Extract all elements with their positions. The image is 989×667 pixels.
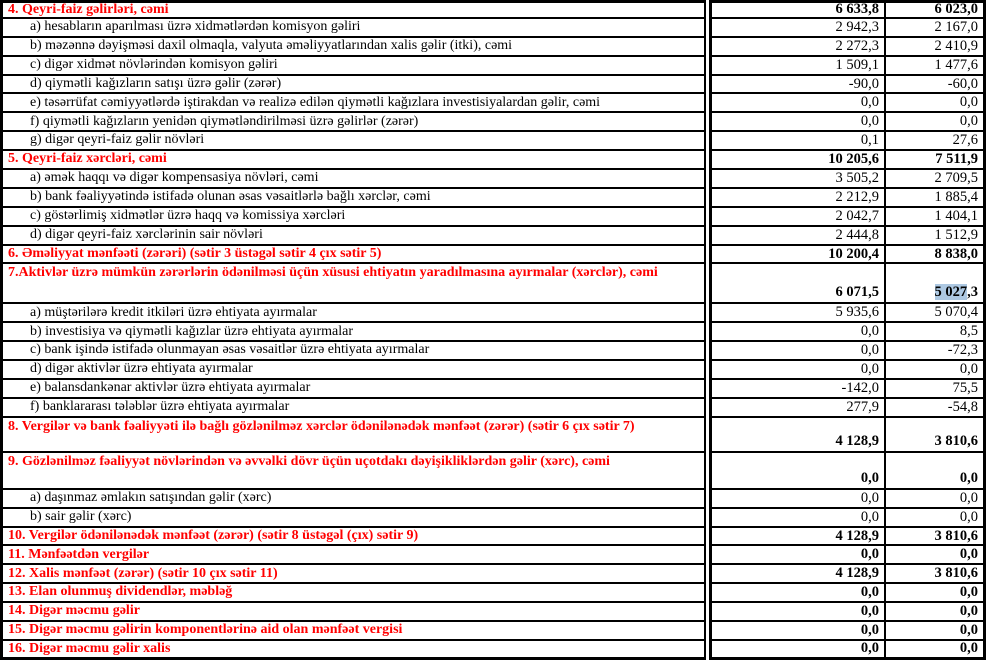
value-current-period[interactable]: 0,0 xyxy=(709,342,884,361)
row-label: 6. Əməliyyat mənfəəti (zərəri) (sətir 3 üstəgəl sətir 4 çıx sətir 5) xyxy=(0,246,706,265)
value-current-period[interactable]: -90,0 xyxy=(709,76,884,95)
row-label: 4. Qeyri-faiz gəlirləri, cəmi xyxy=(0,0,706,19)
value-previous-period[interactable]: 0,0 xyxy=(884,622,986,641)
table-row xyxy=(0,264,986,304)
value-previous-period[interactable]: 1 477,6 xyxy=(884,57,986,76)
table-row xyxy=(0,113,986,132)
value-previous-period[interactable]: 2 709,5 xyxy=(884,170,986,189)
table-row xyxy=(0,227,986,246)
table-row xyxy=(0,546,986,565)
value-current-period[interactable]: 3 505,2 xyxy=(709,170,884,189)
value-current-period[interactable]: 2 212,9 xyxy=(709,189,884,208)
table-row xyxy=(0,528,986,547)
row-label: a) daşınmaz əmlakın satışından gəlir (xərc) xyxy=(0,490,706,509)
value-current-period[interactable]: 0,0 xyxy=(709,94,884,113)
value-previous-period[interactable]: 75,5 xyxy=(884,380,986,399)
value-current-period[interactable]: 0,0 xyxy=(709,509,884,528)
value-current-period[interactable]: 0,0 xyxy=(709,603,884,622)
value-current-period[interactable]: 0,0 xyxy=(709,453,884,490)
value-previous-period[interactable]: 3 810,6 xyxy=(884,565,986,584)
row-label: a) müştərilərə kredit itkiləri üzrə ehtiyata ayırmalar xyxy=(0,304,706,323)
row-label: b) sair gəlir (xərc) xyxy=(0,509,706,528)
table-row xyxy=(0,584,986,603)
row-label: 9. Gözlənilməz fəaliyyət növlərindən və əvvəlki dövr üçün uçotdakı dəyişikliklərdən gəlir (xərc), cəmi xyxy=(0,453,706,490)
row-label: e) balansdankənar aktivlər üzrə ehtiyata ayırmalar xyxy=(0,380,706,399)
value-current-period[interactable]: 0,0 xyxy=(709,113,884,132)
value-current-period[interactable]: 2 042,7 xyxy=(709,208,884,227)
value-current-period[interactable]: 1 509,1 xyxy=(709,57,884,76)
value-previous-period[interactable]: 0,0 xyxy=(884,490,986,509)
table-row xyxy=(0,151,986,170)
value-previous-period[interactable]: -72,3 xyxy=(884,342,986,361)
table-row xyxy=(0,418,986,453)
row-label: e) təsərrüfat cəmiyyətlərdə iştirakdan və realizə edilən qiymətli kağızlara investisiyalardan gəlir, cəmi xyxy=(0,94,706,113)
row-label: c) digər xidmət növlərindən komisyon gəliri xyxy=(0,57,706,76)
table-row xyxy=(0,132,986,151)
table-row xyxy=(0,380,986,399)
table-row xyxy=(0,453,986,490)
row-label: 12. Xalis mənfəət (zərər) (sətir 10 çıx sətir 11) xyxy=(0,565,706,584)
value-current-period[interactable]: 0,0 xyxy=(709,546,884,565)
table-row xyxy=(0,603,986,622)
value-previous-period[interactable]: 8 838,0 xyxy=(884,246,986,265)
value-current-period[interactable]: 0,0 xyxy=(709,584,884,603)
value-previous-period[interactable]: 2 167,0 xyxy=(884,19,986,38)
table-row xyxy=(0,94,986,113)
value-previous-period[interactable]: 0,0 xyxy=(884,641,986,660)
table-row xyxy=(0,490,986,509)
row-label: d) digər aktivlər üzrə ehtiyata ayırmalar xyxy=(0,361,706,380)
table-row xyxy=(0,170,986,189)
table-row xyxy=(0,57,986,76)
value-previous-period[interactable]: 0,0 xyxy=(884,509,986,528)
value-current-period[interactable]: 0,0 xyxy=(709,490,884,509)
row-label: a) əmək haqqı və digər kompensasiya növləri, cəmi xyxy=(0,170,706,189)
value-current-period[interactable]: 2 942,3 xyxy=(709,19,884,38)
value-current-period[interactable]: 0,1 xyxy=(709,132,884,151)
value-previous-period[interactable]: -54,8 xyxy=(884,399,986,418)
row-label: g) digər qeyri-faiz gəlir növləri xyxy=(0,132,706,151)
value-previous-period[interactable]: -60,0 xyxy=(884,76,986,95)
value-previous-period[interactable]: 5 070,4 xyxy=(884,304,986,323)
value-previous-period[interactable]: 3 810,6 xyxy=(884,418,986,453)
value-previous-period[interactable]: 1 404,1 xyxy=(884,208,986,227)
value-previous-period[interactable]: 2 410,9 xyxy=(884,38,986,57)
value-current-period[interactable]: 0,0 xyxy=(709,361,884,380)
selected-text: 5 027 xyxy=(934,284,968,301)
value-current-period[interactable]: 5 935,6 xyxy=(709,304,884,323)
value-previous-period[interactable]: 0,0 xyxy=(884,453,986,490)
table-row xyxy=(0,342,986,361)
value-current-period[interactable]: 10 200,4 xyxy=(709,246,884,265)
value-current-period[interactable]: -142,0 xyxy=(709,380,884,399)
table-row xyxy=(0,189,986,208)
value-current-period[interactable]: 0,0 xyxy=(709,323,884,342)
value-current-period[interactable]: 4 128,9 xyxy=(709,528,884,547)
row-label: b) bank fəaliyyətində istifadə olunan əsas vəsaitlərlə bağlı xərclər, cəmi xyxy=(0,189,706,208)
value-current-period[interactable]: 4 128,9 xyxy=(709,565,884,584)
row-label: d) digər qeyri-faiz xərclərinin sair növləri xyxy=(0,227,706,246)
value-previous-period[interactable]: 27,6 xyxy=(884,132,986,151)
table-row xyxy=(0,304,986,323)
row-label: 5. Qeyri-faiz xərcləri, cəmi xyxy=(0,151,706,170)
value-previous-period[interactable]: 0,0 xyxy=(884,113,986,132)
table-row xyxy=(0,622,986,641)
value-current-period[interactable]: 4 128,9 xyxy=(709,418,884,453)
table-row xyxy=(0,208,986,227)
value-previous-period[interactable]: 0,0 xyxy=(884,546,986,565)
table-row xyxy=(0,19,986,38)
table-row xyxy=(0,509,986,528)
table-row xyxy=(0,399,986,418)
row-label: 11. Mənfəətdən vergilər xyxy=(0,546,706,565)
row-label: 8. Vergilər və bank fəaliyyəti ilə bağlı gözlənilməz xərclər ödənilənədək mənfəət (zərər) (sətir 6 çıx sətir 7) xyxy=(0,418,706,453)
row-label: 7.Aktivlər üzrə mümkün zərərlərin ödənilməsi üçün xüsusi ehtiyatın yaradılmasına ayırmalar (xərclər), cəmi xyxy=(0,264,706,304)
table-row xyxy=(0,38,986,57)
value-previous-period[interactable]: 7 511,9 xyxy=(884,151,986,170)
row-label: b) investisiya və qiymətli kağızlar üzrə ehtiyata ayırmalar xyxy=(0,323,706,342)
value-previous-period[interactable]: 0,0 xyxy=(884,361,986,380)
value-previous-period[interactable]: 1 512,9 xyxy=(884,227,986,246)
value-previous-period[interactable]: 1 885,4 xyxy=(884,189,986,208)
value-previous-period[interactable]: 0,0 xyxy=(884,584,986,603)
table-row xyxy=(0,76,986,95)
value-current-period[interactable]: 0,0 xyxy=(709,641,884,660)
row-label: a) hesabların aparılması üzrə xidmətlərdən komisyon gəliri xyxy=(0,19,706,38)
value-current-period[interactable]: 2 444,8 xyxy=(709,227,884,246)
row-label: 13. Elan olunmuş dividendlər, məbləğ xyxy=(0,584,706,603)
row-label: 15. Digər məcmu gəlirin komponentlərinə aid olan mənfəət vergisi xyxy=(0,622,706,641)
value-previous-period[interactable]: 3 810,6 xyxy=(884,528,986,547)
value-previous-period[interactable]: 8,5 xyxy=(884,323,986,342)
row-label: 16. Digər məcmu gəlir xalis xyxy=(0,641,706,660)
value-current-period[interactable]: 6 071,5 xyxy=(709,264,884,304)
table-row xyxy=(0,246,986,265)
row-label: 10. Vergilər ödənilənədək mənfəət (zərər) (sətir 8 üstəgəl (çıx) sətir 9) xyxy=(0,528,706,547)
value-previous-period[interactable]: 6 023,0 xyxy=(884,0,986,19)
value-current-period[interactable]: 277,9 xyxy=(709,399,884,418)
value-current-period[interactable]: 2 272,3 xyxy=(709,38,884,57)
row-label: d) qiymətli kağızların satışı üzrə gəlir (zərər) xyxy=(0,76,706,95)
value-previous-period[interactable]: 5 027 ,3 xyxy=(884,264,986,304)
row-label: 14. Digər məcmu gəlir xyxy=(0,603,706,622)
value-previous-period[interactable]: 0,0 xyxy=(884,603,986,622)
row-label: b) məzənnə dəyişməsi daxil olmaqla, valyuta əməliyyatlarından xalis gəlir (itki), cəmi xyxy=(0,38,706,57)
row-label: c) göstərlimiş xidmətlər üzrə haqq və komissiya xərcləri xyxy=(0,208,706,227)
value-current-period[interactable]: 6 633,8 xyxy=(709,0,884,19)
value-current-period[interactable]: 10 205,6 xyxy=(709,151,884,170)
row-label: f) banklararası tələblər üzrə ehtiyata ayırmalar xyxy=(0,399,706,418)
row-label: f) qiymətli kağızların yenidən qiymətləndirilməsi üzrə gəlirlər (zərər) xyxy=(0,113,706,132)
value-current-period[interactable]: 0,0 xyxy=(709,622,884,641)
table-row xyxy=(0,565,986,584)
table-row xyxy=(0,641,986,660)
row-label: c) bank işində istifadə olunmayan əsas vəsaitlər üzrə ehtiyata ayırmalar xyxy=(0,342,706,361)
value-previous-period[interactable]: 0,0 xyxy=(884,94,986,113)
table-row xyxy=(0,323,986,342)
table-row xyxy=(0,0,986,19)
table-row xyxy=(0,361,986,380)
